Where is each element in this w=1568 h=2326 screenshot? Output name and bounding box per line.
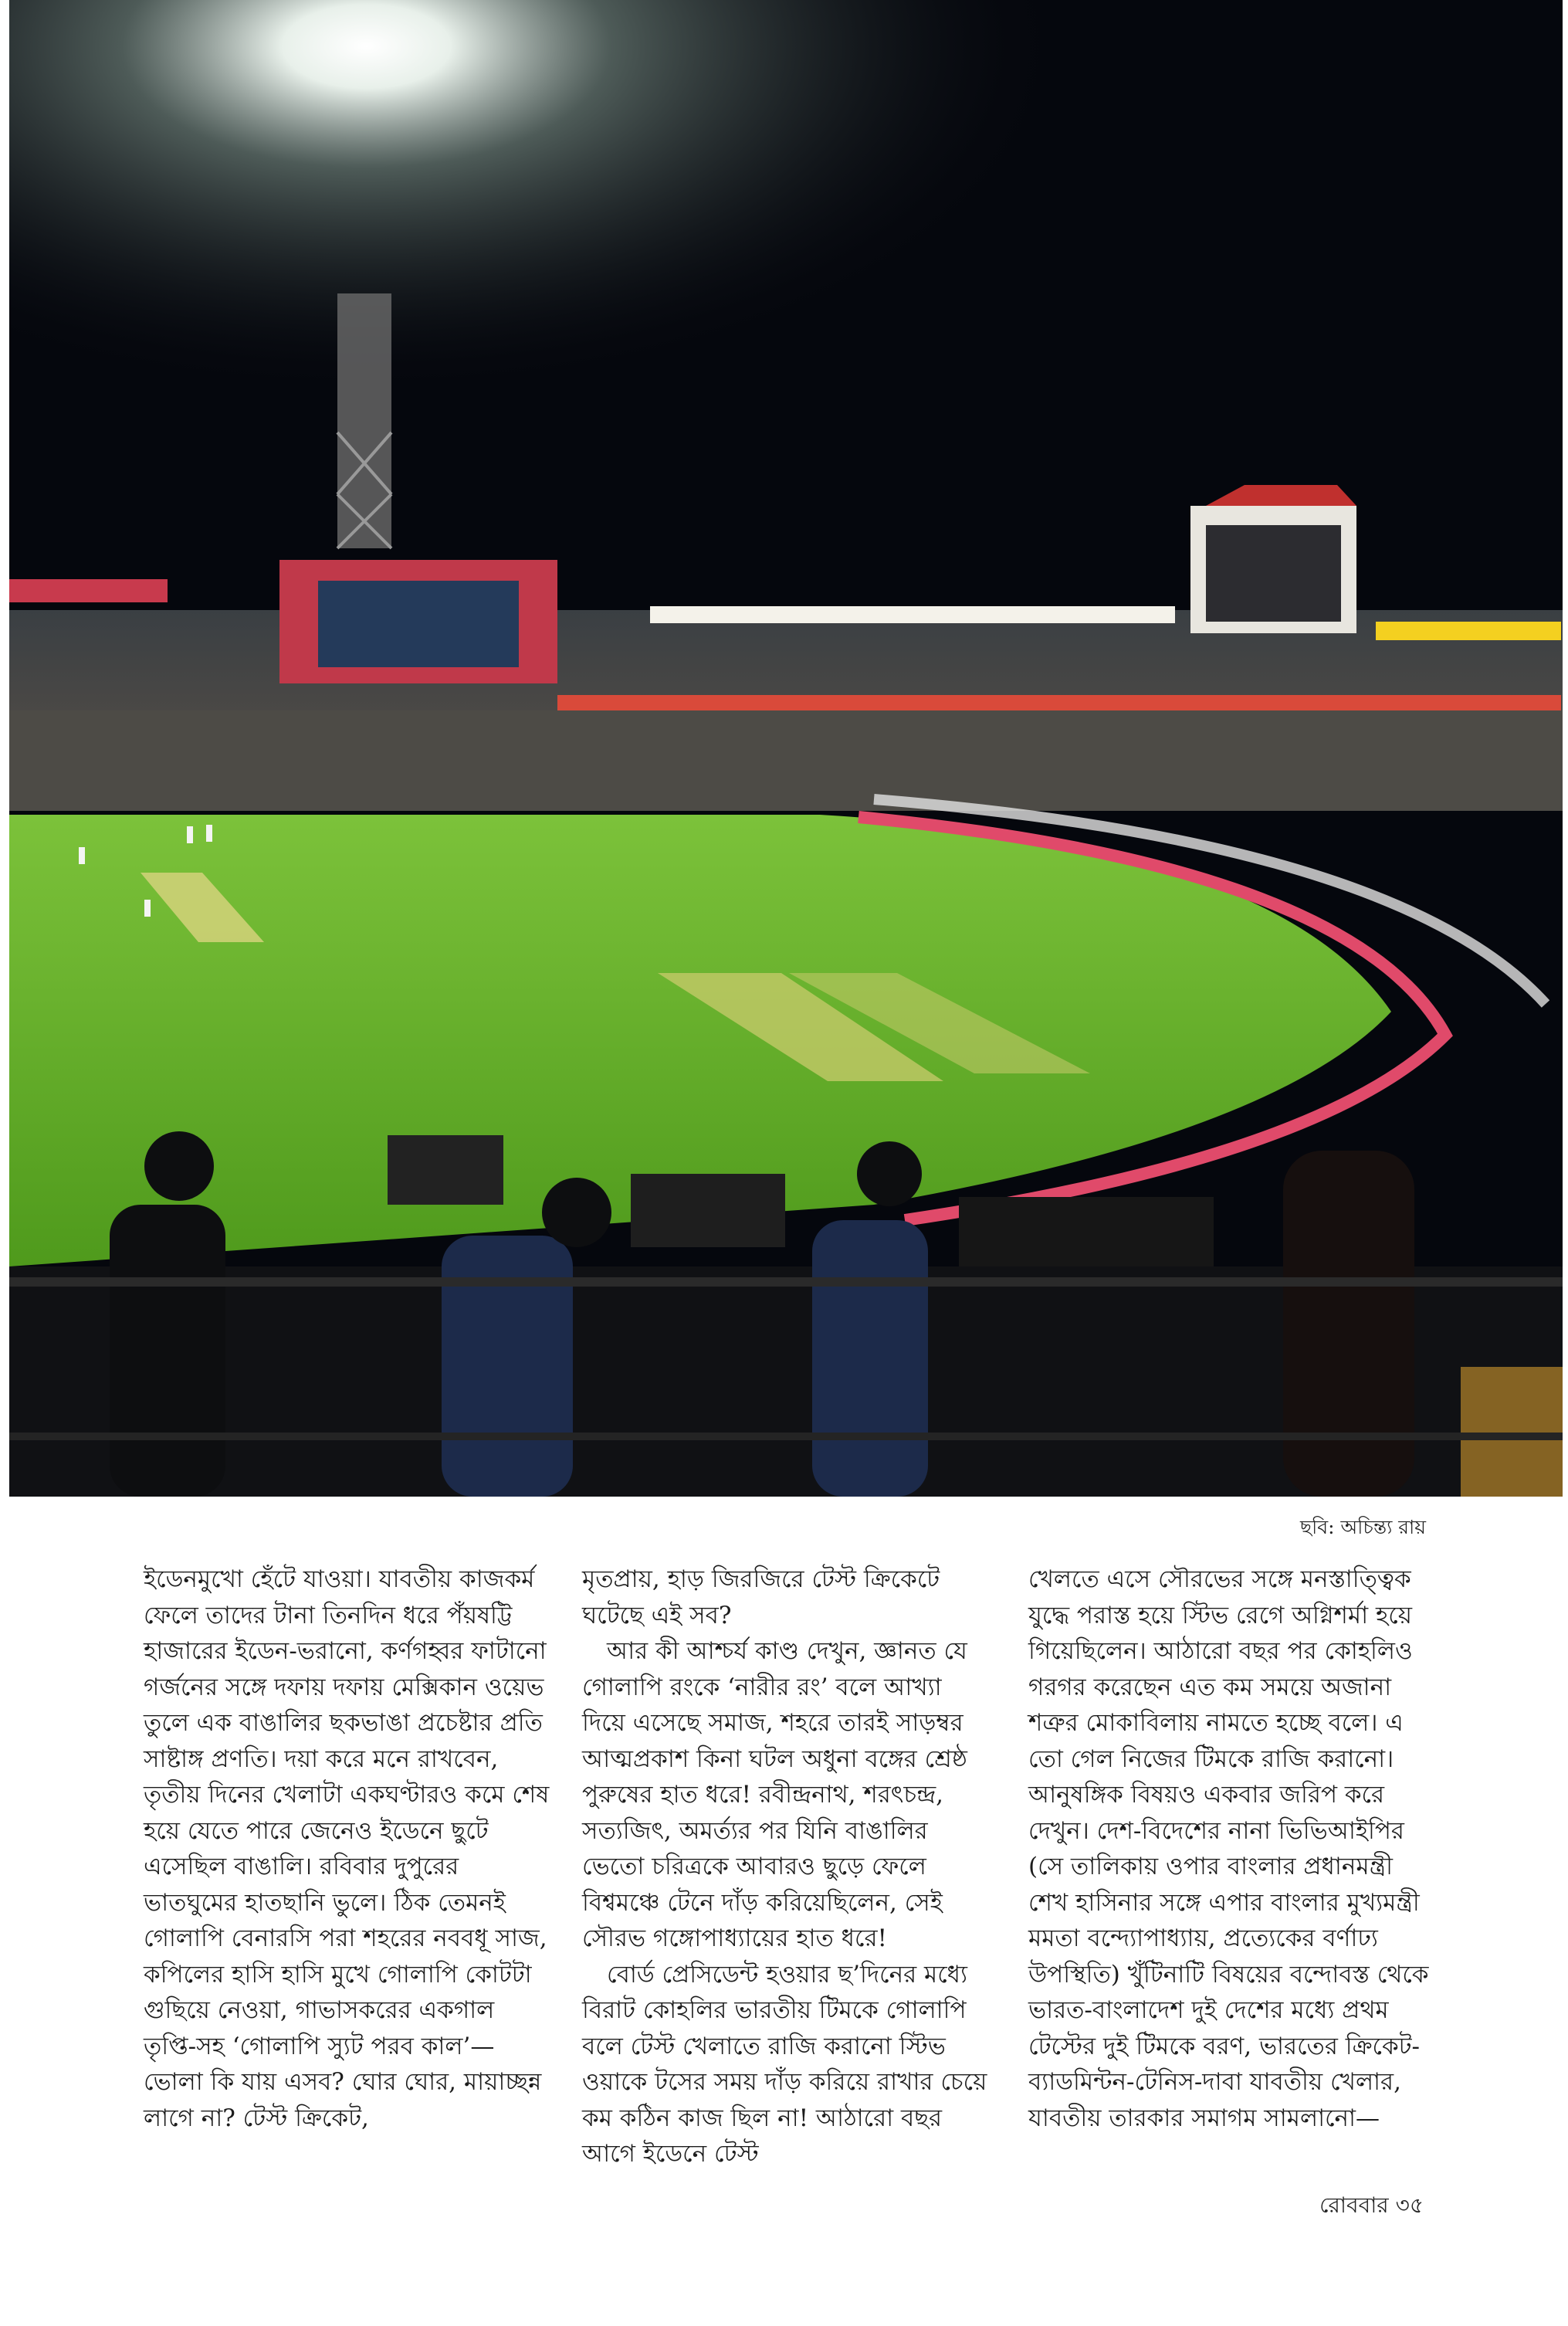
article-column-1 — [144, 1561, 553, 2136]
stadium-photo — [9, 0, 1563, 1497]
article-paragraph: ইডেনমুখো হেঁটে যাওয়া। যাবতীয় কাজকর্ম ফেলে তাদের টানা তিনদিন ধরে পঁয়ষট্টি হাজারের ইডেন-ভরানো, কর্ণগহ্বর ফাটানো গর্জনের সঙ্গে দফায় দফায় মেক্সিকান ওয়েভ তুলে এক বাঙালির ছকভাঙা প্রচেষ্টার প্রতি সাষ্টাঙ্গ প্রণতি। দয়া করে মনে রাখবেন, তৃতীয় দিনের খেলাটা একঘণ্টারও কমে শেষ হয়ে যেতে পারে জেনেও ইডেনে ছুটে এসেছিল বাঙালি। রবিবার দুপুরের ভাতঘুমের হাতছানি ভুলে। ঠিক তেমনই গোলাপি বেনারসি পরা শহরের নববধূ সাজ, কপিলের হাসি হাসি মুখে গোলাপি কোটটা গুছিয়ে নেওয়া, গাভাসকরের একগাল তৃপ্তি-সহ ‘গোলাপি স্যুট পরব কাল’— ভোলা কি যায় এসব? ঘোর ঘোর, মায়াচ্ছন্ন লাগে না? টেস্ট ক্রিকেট, — [144, 1565, 550, 2132]
article-paragraph: খেলতে এসে সৌরভের সঙ্গে মনস্তাত্ত্বিক যুদ্ধে পরাস্ত হয়ে স্টিভ রেগে অগ্নিশর্মা হয়ে গিয়েছিলেন। আঠারো বছর পর কোহলিও গরগর করেছেন এত কম সময়ে অজানা শত্রুর মোকাবিলায় নামতে হচ্ছে বলে। এ তো গেল নিজের টিমকে রাজি করানো। আনুষঙ্গিক বিষয়ও একবার জরিপ করে দেখুন। দেশ-বিদেশের নানা ভিভিআইপির (সে তালিকায় ওপার বাংলার প্রধানমন্ত্রী শেখ হাসিনার সঙ্গে এপার বাংলার মুখ্যমন্ত্রী মমতা বন্দ্যোপাধ্যায়, প্রত্যেকের বর্ণাঢ্য উপস্থিতি) খুঁটিনাটি বিষয়ের বন্দোবস্ত থেকে ভারত-বাংলাদেশ দুই দেশের মধ্যে প্রথম টেস্টের দুই টিমকে বরণ, ভারতের ক্রিকেট-ব্যাডমিন্টন-টেনিস-দাবা যাবতীয় খেলার, যাবতীয় তারকার সমাগম সামলানো— — [1028, 1565, 1429, 2132]
page-folio: রোববার ৩৫ — [1319, 2192, 1424, 2218]
article-paragraph: বোর্ড প্রেসিডেন্ট হওয়ার ছ’দিনের মধ্যে বিরাট কোহলির ভারতীয় টিমকে গোলাপি বলে টেস্ট খেলাতে রাজি করানো স্টিভ ওয়াকে টসের সময় দাঁড় করিয়ে রাখার চেয়ে কম কঠিন কাজ ছিল না! আঠারো বছর আগে ইডেনে টেস্ট — [582, 1960, 987, 2168]
stadium-night-photo-icon — [9, 0, 1563, 1497]
article-paragraph: আর কী আশ্চর্য কাণ্ড দেখুন, জ্ঞানত যে গোলাপি রংকে ‘নারীর রং’ বলে আখ্যা দিয়ে এসেছে সমাজ, শহরে তারই সাড়ম্বর আত্মপ্রকাশ কিনা ঘটল অধুনা বঙ্গের শ্রেষ্ঠ পুরুষের হাত ধরে! রবীন্দ্রনাথ, শরৎচন্দ্র, সত্যজিৎ, অমর্ত্যর পর যিনি বাঙালির ভেতো চরিত্রকে আবারও ছুড়ে ফেলে বিশ্বমঞ্চে টেনে দাঁড় করিয়েছিলেন, সেই সৌরভ গঙ্গোপাধ্যায়ের হাত ধরে! — [582, 1637, 967, 1952]
article-column-3 — [1028, 1561, 1438, 2136]
article-paragraph: মৃতপ্রায়, হাড় জিরজিরে টেস্ট ক্রিকেটে ঘটেছে এই সব? — [582, 1565, 940, 1629]
article-column-2 — [582, 1561, 991, 2172]
photo-credit: ছবি: অচিন্ত্য রায় — [1299, 1516, 1426, 1538]
